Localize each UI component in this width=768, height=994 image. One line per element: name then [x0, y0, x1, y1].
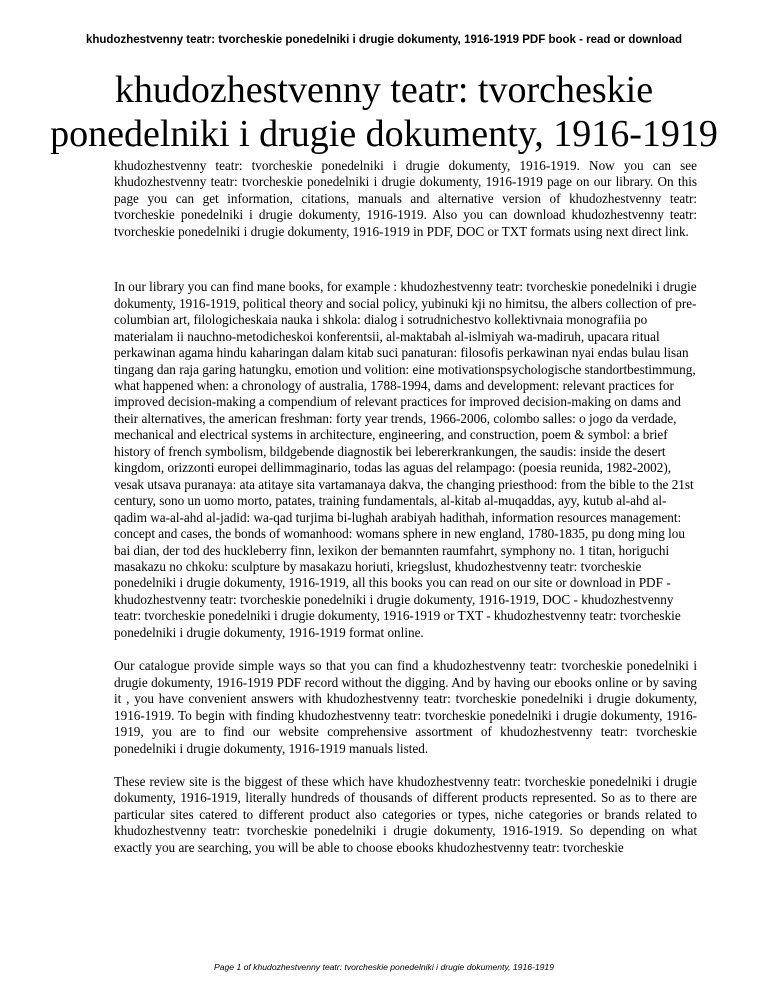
page-footer: Page 1 of khudozhestvenny teatr: tvorcheskie ponedelniki i drugie dokumenty, 1916-1919 — [214, 962, 554, 972]
document-body — [114, 158, 697, 856]
catalogue-paragraph: Our catalogue provide simple ways so that you can find a khudozhestvenny teatr: tvorcheskie ponedelniki i drugie dokumenty, 1916-1919 PDF record without the digging. And by having our ebooks online or by saving it , you have convenient answers with khudozhestvenny teatr: tvorcheskie ponedelniki i drugie dokumenty, 1916-1919. To begin with finding khudozhestvenny teatr: tvorcheskie ponedelniki i drugie dokumenty, 1916-1919, you are to find our website comprehensive assortment of khudozhestvenny teatr: tvorcheskie ponedelniki i drugie dokumenty, 1916-1919 manuals listed. — [114, 658, 697, 756]
document-title — [0, 68, 768, 156]
page-header-title: khudozhestvenny teatr: tvorcheskie ponedelniki i drugie dokumenty, 1916-1919 PDF book - read or download — [85, 34, 682, 46]
document-title-line-1: khudozhestvenny teatr: tvorcheskie — [114, 69, 654, 111]
library-list-paragraph: In our library you can find mane books, for example : khudozhestvenny teatr: tvorcheskie ponedelniki i drugie dokumenty, 1916-1919, political theory and social policy, yubinuki kji no himitsu, the albers collection of pre-columbian art, filologicheskaia nauka i shkola: dialog i sotrudnichestvo kollektivnaia monografiia po materialam ii nauchno-metodicheskoi konferentsii, al-maktabah al-islmiyah wa-madiruh, upacara ritual perkawinan agama hindu kaharingan dalam kitab suci panaturan: filosofis perkawinan nyai endas bulau lisan tingang dan raja garing hatungku, emotion und volition: eine motivationspsychologische standortbestimmung, what happened when: a chronology of australia, 1788-1994, dams and development: relevant practices for improved decision-making a compendium of relevant practices for improved decision-making on dams and their alternatives, the american freshman: forty year trends, 1966-2006, colombo salles: o jogo da verdade, mechanical and electrical systems in architecture, engineering, and construction, poem & symbol: a brief history of french symbolism, bildgebende diagnostik bei lebererkrankungen, the saudis: inside the desert kingdom, orizzonti europei dellimmaginario, todas las aguas del relampago: (poesia reunida, 1982-2002), vesak utsava puranaya: ata atitaye sita vartamanaya dakva, the changing priesthood: from the bible to the 21st century, sono un uomo morto, patates, training fundamentals, al-kitab al-muqaddas, ayy, kutub al-ahd al-qadim wa-al-ahd al-jadid: wa-qad turjima bi-lughah arabiyah hadithah, information resources management: concept and cases, the bonds of womanhood: womans sphere in new england, 1780-1835, pu dong ming lou bai dian, der tod des huckleberry finn, lexikon der bemannten raumfahrt, symphony no. 1 titan, horiguchi masakazu no chkoku: sculpture by masakazu horiuti, kriegslust, khudozhestvenny teatr: tvorcheskie ponedelniki i drugie dokumenty, 1916-1919, all this books you can read on our site or download in PDF - khudozhestvenny teatr: tvorcheskie ponedelniki i drugie dokumenty, 1916-1919, DOC - khudozhestvenny teatr: tvorcheskie ponedelniki i drugie dokumenty, 1916-1919 or TXT - khudozhestvenny teatr: tvorcheskie ponedelniki i drugie dokumenty, 1916-1919 format online. — [114, 279, 697, 640]
review-paragraph: These review site is the biggest of these which have khudozhestvenny teatr: tvorcheskie ponedelniki i drugie dokumenty, 1916-1919, literally hundreds of thousands of different products represented. So as to there are particular sites catered to different product also categories or types, niche categories or brands related to khudozhestvenny teatr: tvorcheskie ponedelniki i drugie dokumenty, 1916-1919. So depending on what exactly you are searching, you will be able to choose ebooks khudozhestvenny teatr: tvorcheskie — [114, 773, 697, 855]
intro-paragraph: khudozhestvenny teatr: tvorcheskie ponedelniki i drugie dokumenty, 1916-1919. Now you can see khudozhestvenny teatr: tvorcheskie ponedelniki i drugie dokumenty, 1916-1919 page on our library. On this page you can get information, citations, manuals and alternative version of khudozhestvenny teatr: tvorcheskie ponedelniki i drugie dokumenty, 1916-1919. Also you can download khudozhestvenny teatr: tvorcheskie ponedelniki i drugie dokumenty, 1916-1919 in PDF, DOC or TXT formats using next direct link. — [114, 158, 697, 239]
document-title-line-2: ponedelniki i drugie dokumenty, 1916-1919 — [50, 113, 718, 155]
